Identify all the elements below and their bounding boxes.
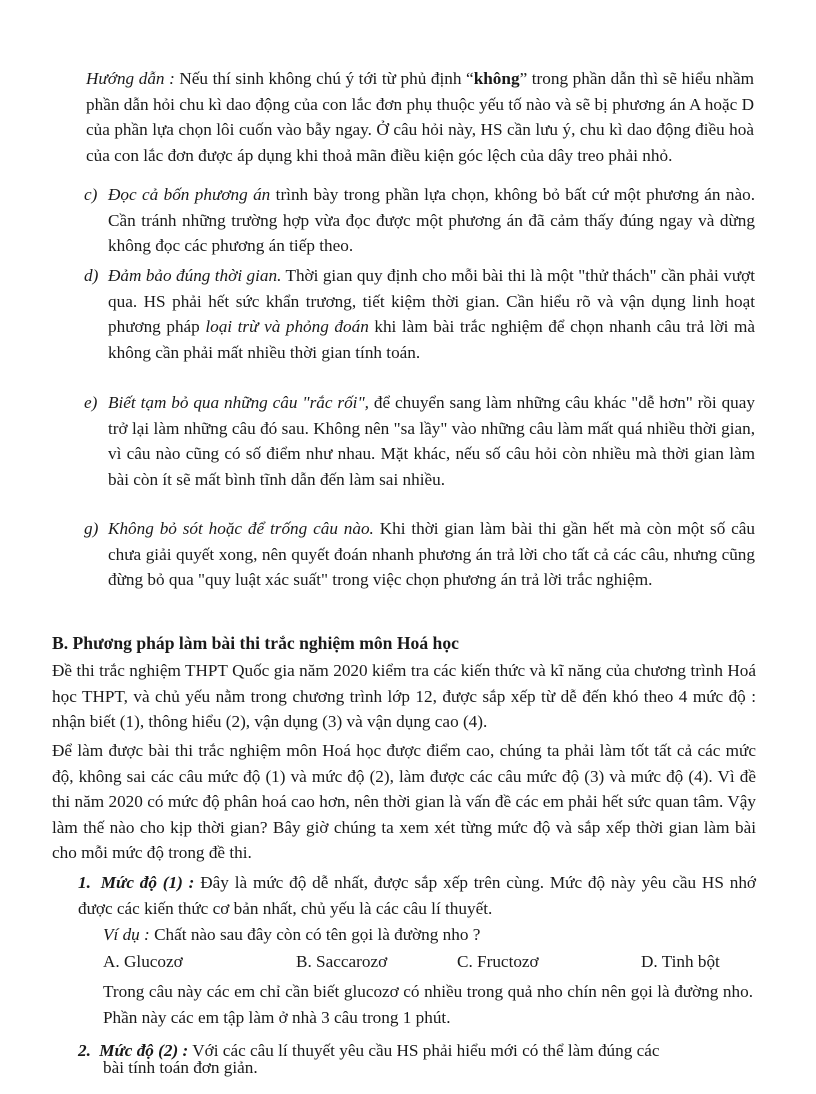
level-text: Với các câu lí thuyết yêu cầu HS phải hiểu mới có thể làm đúng các — [188, 1041, 660, 1060]
example-note: Trong câu này các em chỉ cần biết glucozơ có nhiều trong quả nho chín nên gọi là đường nho. Phần này các em tập làm ở nhà 3 câu trong 1 phút. — [103, 982, 753, 1027]
item-title: Không bỏ sót hoặc để trống câu nào. — [108, 519, 374, 538]
option-c: C. Fructozơ — [457, 952, 539, 971]
cut-off-line — [103, 1058, 753, 1080]
level-number: 1. — [78, 873, 91, 892]
item-letter: d) — [84, 266, 99, 285]
level-1-block — [78, 870, 756, 921]
list-item-e — [84, 390, 755, 489]
intro-text-2: ” trong phần dẫn thì sẽ hiểu nhầm phần dẫn hỏi chu kì dao động của con lắc đơn phụ thuộc yếu tố nào và sẽ bị phương án A hoặc D của phần lựa chọn lôi cuốn vào bẫy ngay. Ở câu hỏi này, HS cần lưu ý, chu kì dao động điều hoà của con lắc đơn được áp dụng khi thoả mãn điều kiện góc lệch của dây treo phải nhỏ. — [86, 69, 754, 165]
item-text-2: khi làm bài trắc nghiệm để chọn nhanh câu trả lời mà không cần phải mất nhiều thời gian tính toán. — [108, 317, 755, 362]
example-label: Ví dụ : — [103, 925, 150, 944]
section-paragraph-1: Đề thi trắc nghiệm THPT Quốc gia năm 2020 kiểm tra các kiến thức và kĩ năng của chương trình Hoá học THPT, và chủ yếu nằm trong chương trình lớp 12, được sắp xếp từ dễ đến khó theo 4 mức độ : nhận biết (1), thông hiểu (2), vận dụng (3) và vận dụng cao (4). — [52, 661, 756, 731]
level-number: 2. — [78, 1041, 91, 1060]
list-item-c — [84, 182, 755, 255]
intro-strong-word: không — [473, 69, 520, 88]
item-text: để chuyển sang làm những câu khác "dễ hơn" rồi quay trở lại làm những câu đó sau. Không nên "sa lầy" vào những câu làm mất quá nhiều thời gian, vì câu nào cũng có số điểm như nhau. Mặt khác, nếu số câu hỏi còn nhiều mà thời gian làm bài còn ít sẽ mất bình tĩnh dẫn đến làm sai nhiều. — [108, 393, 755, 489]
level-text: Đây là mức độ dễ nhất, được sắp xếp trên cùng. Mức độ này yêu cầu HS nhớ được các kiến thức cơ bản nhất, chủ yếu là các câu lí thuyết. — [78, 873, 757, 918]
answer-options — [103, 952, 743, 974]
intro-text-1: Nếu thí sinh không chú ý tới từ phủ định “ — [174, 69, 474, 88]
section-heading: B. Phương pháp làm bài thi trắc nghiệm môn Hoá học — [52, 633, 459, 653]
intro-label: Hướng dẫn : — [86, 69, 175, 88]
option-b: B. Saccarozơ — [296, 952, 388, 971]
item-title: Đảm bảo đúng thời gian. — [108, 266, 282, 285]
list-item-d — [84, 263, 755, 362]
level-label: Mức độ (2) : — [99, 1041, 189, 1060]
item-title: Biết tạm bỏ qua những câu "rắc rối", — [108, 393, 369, 412]
item-text: trình bày trong phần lựa chọn, không bỏ bất cứ một phương án nào. Cần tránh những trường hợp vừa đọc được một phương án đã cảm thấy đúng ngay và dừng không đọc các phương án tiếp theo. — [108, 185, 755, 255]
item-title: Đọc cả bốn phương án — [108, 185, 271, 204]
item-letter: c) — [84, 185, 98, 204]
item-text: Khi thời gian làm bài thi gần hết mà còn một số câu chưa giải quyết xong, nên quyết đoán nhanh phương án trả lời cho tất cả các câu, nhưng cũng đừng bỏ qua "quy luật xác suất" trong việc chọn phương án trả lời trắc nghiệm. — [108, 519, 755, 589]
item-text: Thời gian quy định cho mỗi bài thi là một "thử thách" cần phải vượt qua. HS phải hết sức khẩn trương, tiết kiệm thời gian. Cần hiểu rõ và vận dụng linh hoạt phương pháp — [108, 266, 755, 336]
example-question — [103, 922, 753, 948]
item-emphasis: loại trừ và phỏng đoán — [205, 317, 369, 336]
section-paragraph-2: Để làm được bài thi trắc nghiệm môn Hoá học được điểm cao, chúng ta phải làm tốt tất cả các mức độ, không sai các câu mức độ (1) và mức độ (2), làm được các câu mức độ (3) và mức độ (4). Vì đề thi năm 2020 có mức độ phân hoá cao hơn, nên thời gian là vấn đề các em phải hết sức quan tâm. Vậy làm thế nào cho kịp thời gian? Bây giờ chúng ta xem xét từng mức độ và sắp xếp thời gian làm bài cho mỗi mức độ trong đề thi. — [52, 741, 756, 862]
option-a: A. Glucozơ — [103, 952, 183, 971]
cut-off-text: bài tính toán đơn giản. — [103, 1058, 258, 1077]
list-item-g — [84, 516, 755, 589]
item-letter: g) — [84, 519, 99, 538]
option-d: D. Tinh bột — [641, 952, 720, 971]
item-letter: e) — [84, 393, 98, 412]
example-text: Chất nào sau đây còn có tên gọi là đường nho ? — [149, 925, 481, 944]
intro-paragraph — [86, 66, 754, 168]
level-label: Mức độ (1) : — [100, 873, 195, 892]
